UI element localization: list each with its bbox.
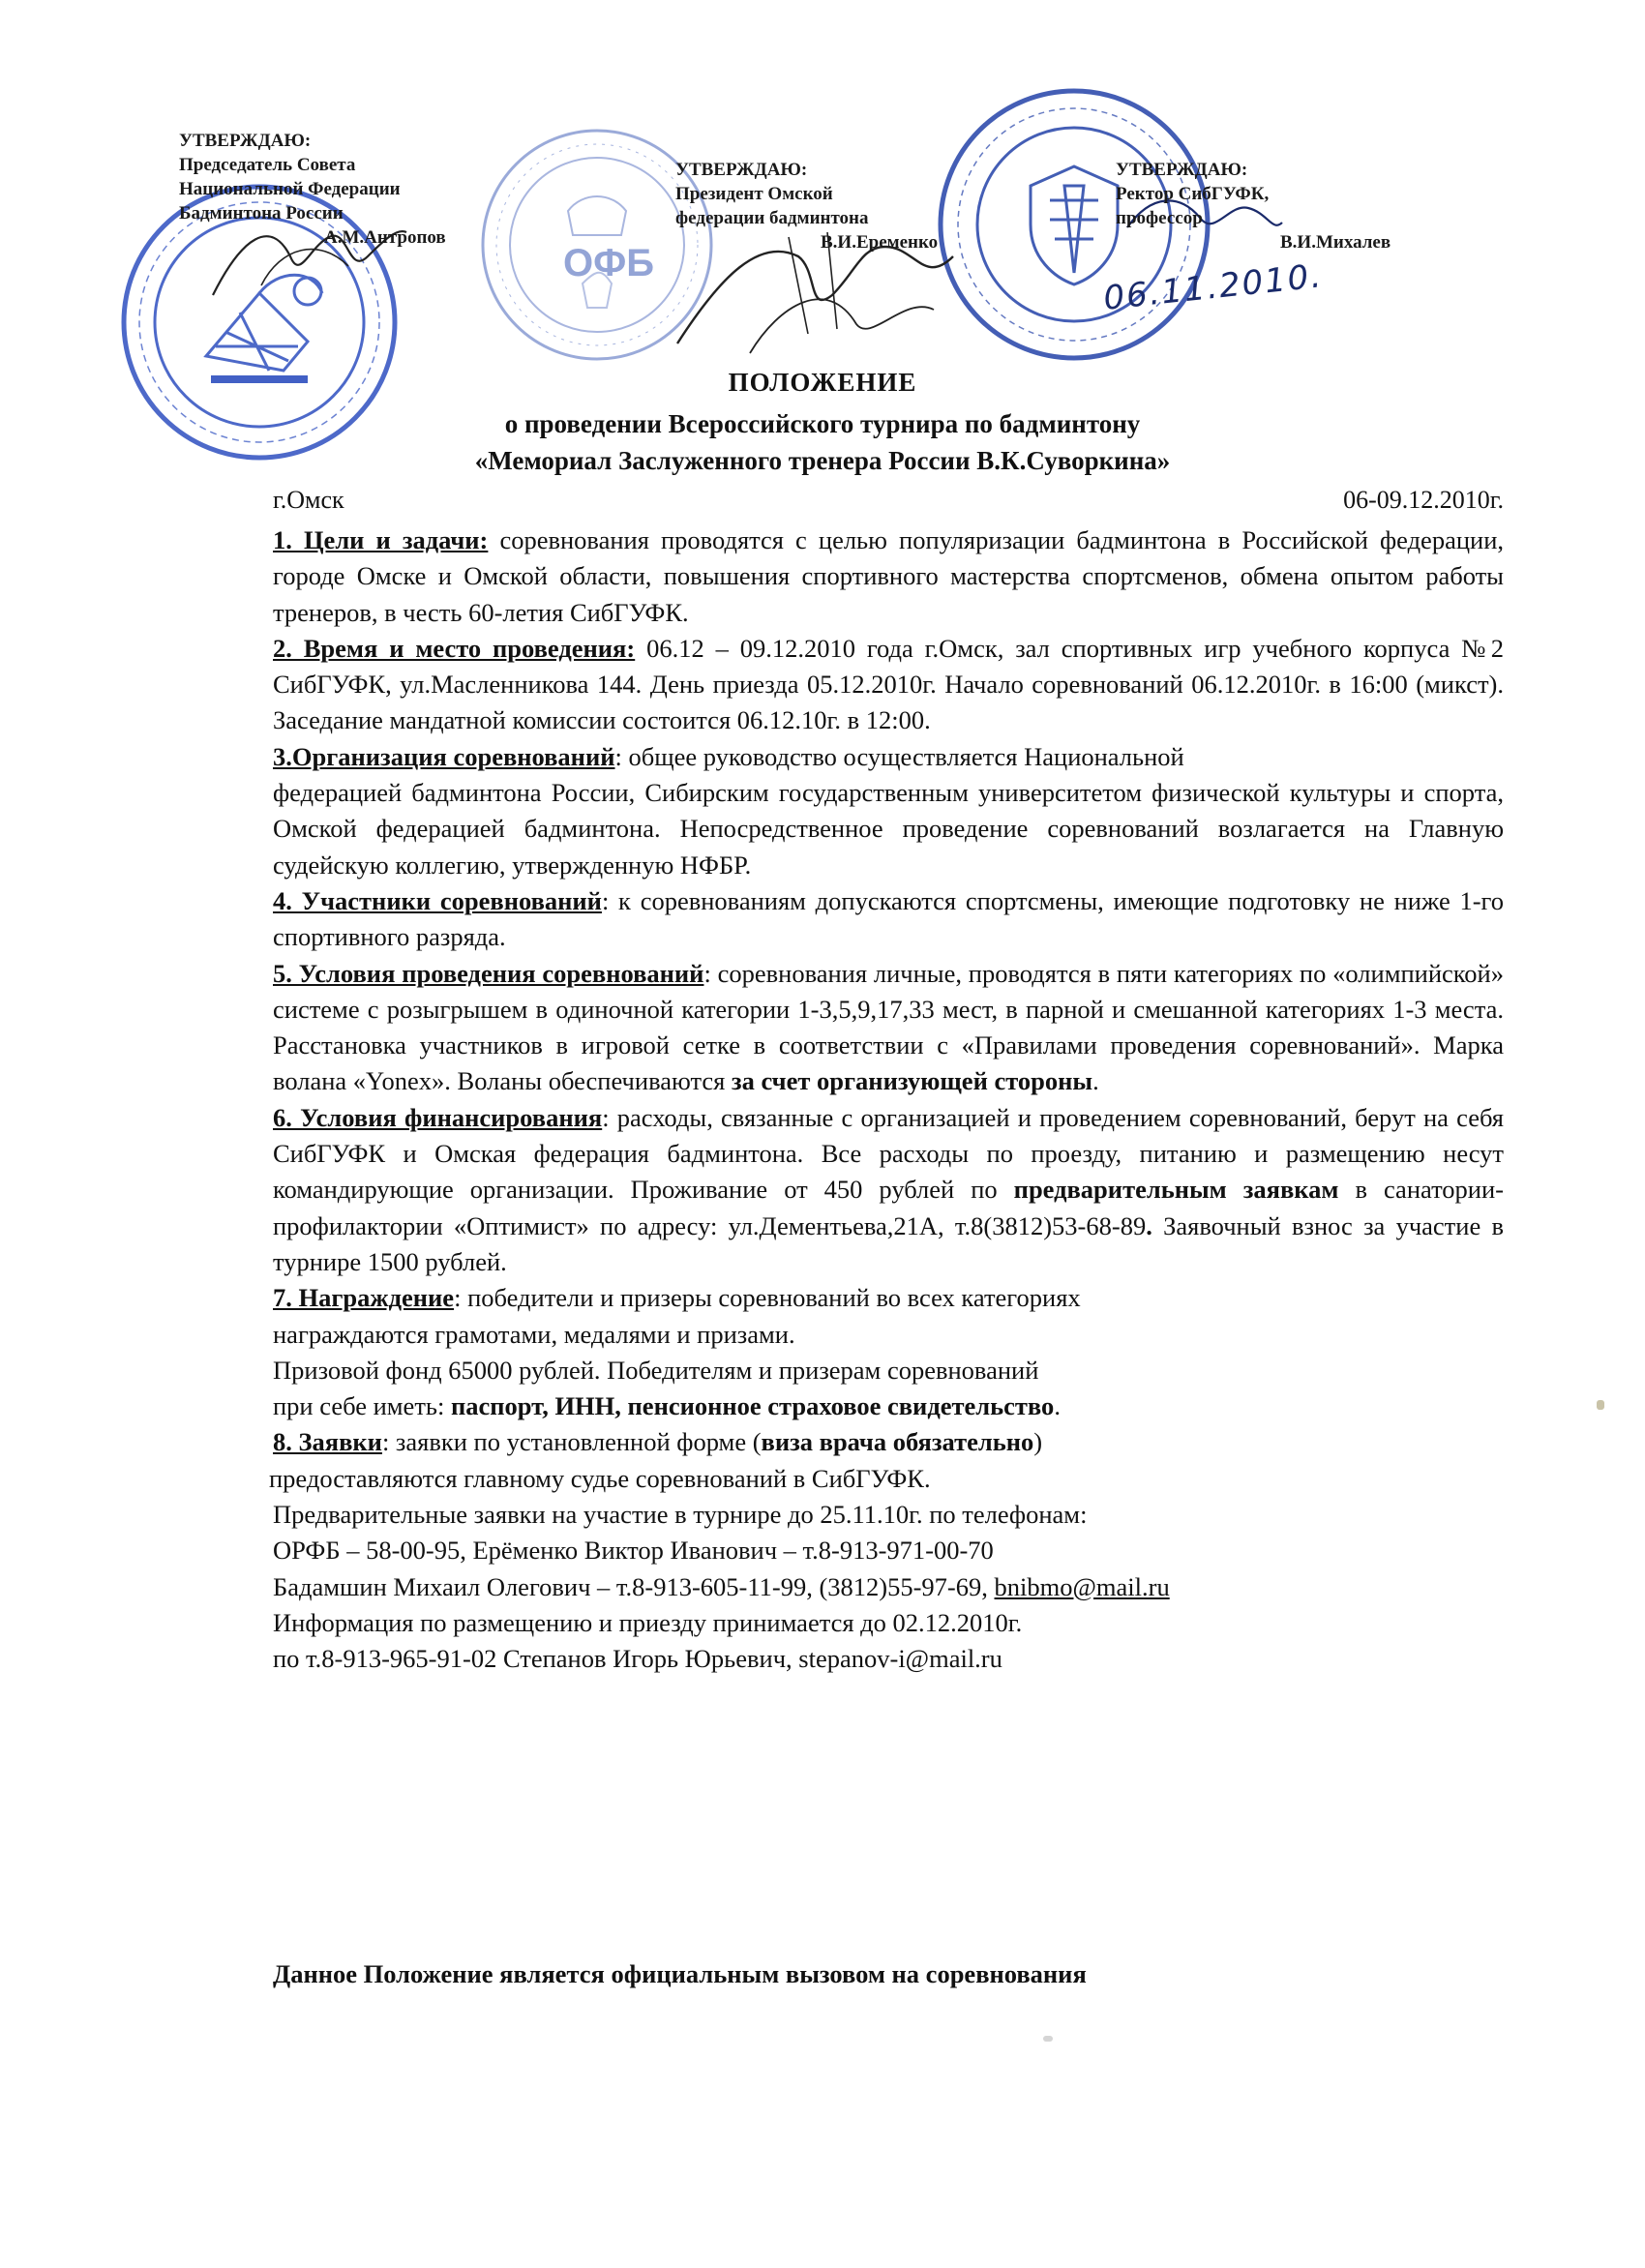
document-subtitle-memorial: «Мемориал Заслуженного тренера России В.К.Суворкина» [474,446,1171,475]
approval-line: Бадминтона России [179,203,344,224]
handwritten-date: 06.11.2010. [1101,256,1325,318]
place-date-row [273,486,1504,515]
approval-line: Президент Омской [675,184,833,204]
section-text: : соревнования личные, проводятся в пяти категориях по «олимпийской» системе с розыгрышем в одиночной категории 1-3,5,9,17,33 мест, в парной и смешанной категориях 1-3 места. Расстановка участников в игровой сетке в соответствии с «Правилами проведения соревнований». Марка волана «Yonex». Воланы обеспечиваются [273,958,1504,1096]
section-text: Бадамшин Михаил Олегович – т.8-913-605-11-99, (3812)55-97-69, [273,1571,995,1601]
section-bold-text: предварительным заявкам [1013,1175,1339,1205]
section-text: : к соревнованиям допускаются спортсмены, имеющие подготовку не ниже 1-го спортивного разряда. [273,885,1504,952]
document-subtitle: о проведении Всероссийского турнира по бадминтону [504,409,1141,438]
section-heading: 1. Цели и задачи: [273,525,489,554]
approval-block-ofb [675,158,995,254]
section-text: Заявочный взнос за участие в турнире 1500 рублей. [273,1210,1504,1276]
scan-speck [1597,1400,1604,1410]
place: г.Омск [273,486,344,514]
section-financing [273,1100,1504,1280]
section-text: . [1092,1066,1099,1096]
section-text: по т.8-913-965-91-02 Степанов Игорь Юрьевич, stepanov-i@mail.ru [273,1644,1002,1674]
section-text: Информация по размещению и приезду принимается до 02.12.2010г. [273,1607,1023,1637]
section-organization-cont [273,775,1504,883]
section-heading: 5. Условия проведения соревнований [273,958,704,988]
section-bold-text: . [1146,1210,1152,1240]
approval-line: профессор [1116,208,1203,228]
section-bold-text: виза врача обязательно [761,1427,1034,1457]
email-link[interactable]: bnibmo@mail.ru [994,1571,1170,1601]
section-awards [273,1280,1504,1424]
section-heading: 7. Награждение [273,1283,455,1313]
section-text: : расходы, связанные с организацией и проведением соревнований, берут на себя СибГУФК и Омская федерация бадминтона. Все расходы по проезду, питанию и размещению несут командирующие организации. Проживание от 450 рублей по [273,1102,1504,1205]
section-text: Призовой фонд 65000 рублей. Победителям и призерам соревнований [273,1355,1039,1385]
event-dates: 06-09.12.2010г. [1343,486,1504,514]
section-text: : победители и призеры соревнований во всех категориях [454,1283,1081,1313]
section-text: в санатории-профилактории «Оптимист» по адресу: ул.Дементьева,21А, т.8(3812)53-68-89 [273,1175,1504,1240]
section-heading: 2. Время и место проведения: [273,633,636,663]
document-title: ПОЛОЖЕНИЕ [728,368,917,397]
approval-line: Ректор СибГУФК, [1116,184,1270,204]
approval-line: Национальной Федерации [179,179,401,199]
section-bold-text: паспорт, ИНН, пенсионное страховое свидетельство [450,1391,1055,1421]
approval-block-sibgufk [1111,158,1421,254]
section-applications [269,1424,1504,1677]
document-body [269,522,1504,1678]
section-text: при себе иметь: [273,1391,451,1421]
ofb-stamp-label: ОФБ [563,242,655,284]
approval-heading: УТВЕРЖДАЮ: [1116,160,1248,180]
section-text: : заявки по установленной форме ( [381,1427,762,1457]
section-conditions [273,956,1504,1100]
approval-heading: УТВЕРЖДАЮ: [675,160,808,180]
section-text: ) [1033,1427,1043,1457]
approval-block-nfbr [179,129,513,250]
section-bold-text: за счет организующей стороны [731,1066,1093,1096]
scan-speck [1043,2036,1053,2042]
section-participants [273,883,1504,956]
approval-line: федерации бадминтона [675,208,869,228]
section-text: награждаются грамотами, медалями и призами. [273,1319,795,1349]
approval-heading: УТВЕРЖДАЮ: [179,131,312,151]
section-text: Предварительные заявки на участие в турнире до 25.11.10г. по телефонам: [273,1500,1088,1530]
approval-signatory: В.И.Еременко [821,232,939,253]
section-text: федерацией бадминтона России, Сибирским государственным университетом физической культуры и спорта, Омской федерацией бадминтона. Непосредственное проведение соревнований возлагается на Главную судейскую коллегию, утвержденную НФБР. [273,778,1504,880]
section-goals [273,522,1504,631]
closing-statement: Данное Положение является официальным вызовом на соревнования [273,1959,1087,1988]
section-organization [273,739,1504,775]
approval-line: Председатель Совета [179,155,356,175]
section-heading: 3.Организация соревнований [273,741,615,771]
approval-signatory: В.И.Михалев [1280,232,1391,253]
section-heading: 4. Участники соревнований [273,885,602,915]
section-time-place [273,631,1504,739]
approval-signatory: А.М.Антропов [324,227,446,248]
section-heading: 8. Заявки [273,1427,382,1457]
section-text: соревнования проводятся с целью популяризации бадминтона в Российской федерации, городе Омске и Омской области, повышения спортивного мастерства спортсменов, обмена опытом работы тренеров, в честь 60-летия СибГУФК. [273,525,1504,627]
section-text: ОРФБ – 58-00-95, Ерёменко Виктор Иванович – т.8-913-971-00-70 [273,1536,994,1566]
section-text: предоставляются главному судье соревнований в СибГУФК. [269,1463,931,1493]
section-text: : общее руководство осуществляется Национальной [614,741,1184,771]
section-text: . [1054,1391,1061,1421]
section-text: 06.12 – 09.12.2010 года г.Омск, зал спортивных игр учебного корпуса №2 СибГУФК, ул.Масленникова 144. День приезда 05.12.2010г. Начало соревнований 06.12.2010г. в 16:00 (микст). Заседание мандатной комиссии состоится 06.12.10г. в 12:00. [273,633,1504,735]
section-heading: 6. Условия финансирования [273,1102,603,1132]
